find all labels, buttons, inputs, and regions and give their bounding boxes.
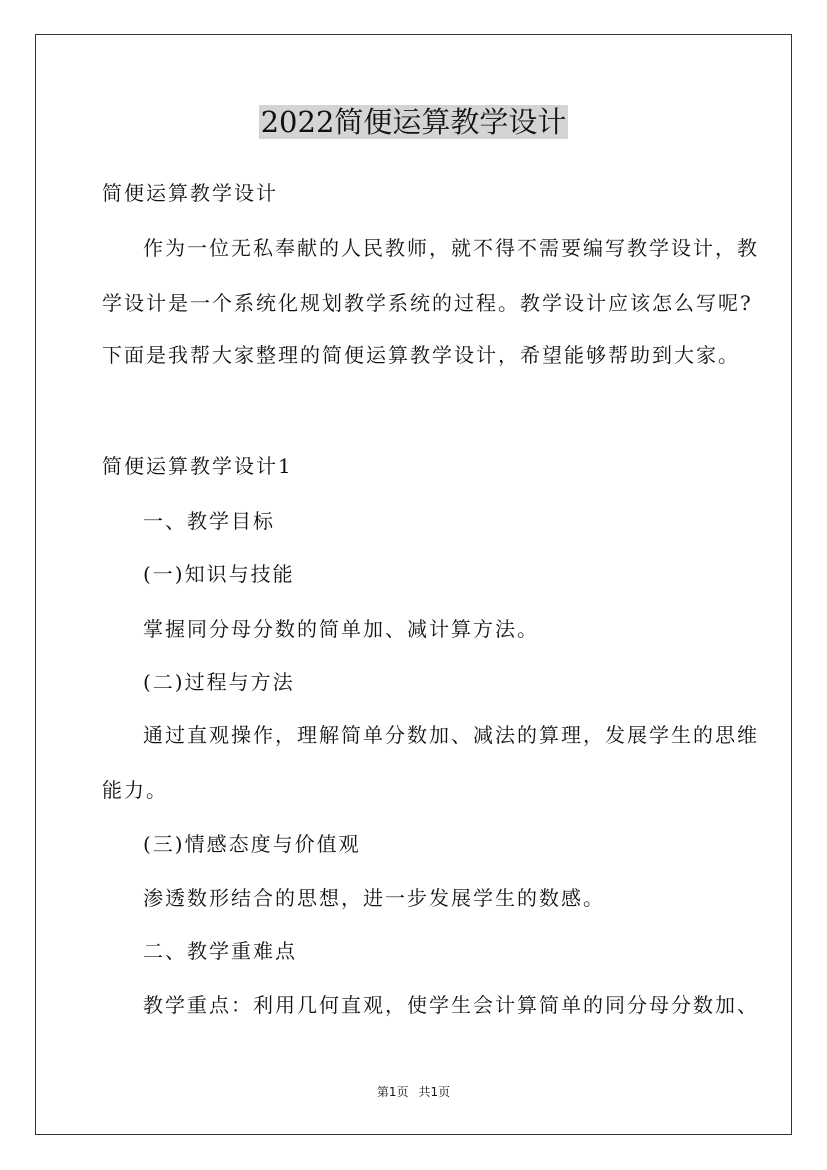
document-title (0, 100, 827, 144)
subheading-process: (二)过程与方法 (143, 670, 295, 694)
paragraph-line: 学设计是一个系统化规划教学系统的过程。教学设计应该怎么写呢? (102, 291, 753, 315)
page-number: 第1页 (376, 1085, 409, 1099)
paragraph-line: 通过直观操作，理解简单分数加、减法的算理，发展学生的思维 (143, 723, 759, 747)
subheading-key-points: 二、教学重难点 (143, 939, 297, 963)
paragraph-line: 渗透数形结合的思想，进一步发展学生的数感。 (143, 886, 605, 910)
page-total: 共1页 (418, 1085, 451, 1099)
subheading-knowledge: (一)知识与技能 (143, 562, 295, 586)
paragraph-line: 作为一位无私奉献的人民教师，就不得不需要编写教学设计，教 (143, 236, 759, 260)
page-footer (0, 1084, 827, 1100)
paragraph-line: 掌握同分母分数的简单加、减计算方法。 (143, 617, 539, 641)
section-heading-intro: 简便运算教学设计 (102, 181, 278, 205)
paragraph-line: 下面是我帮大家整理的简便运算教学设计，希望能够帮助到大家。 (102, 343, 740, 367)
paragraph-line: 能力。 (102, 778, 168, 802)
paragraph-line: 教学重点：利用几何直观，使学生会计算简单的同分母分数加、 (143, 993, 759, 1017)
subheading-attitude: (三)情感态度与价值观 (143, 832, 361, 856)
section-heading-design-1: 简便运算教学设计1 (102, 454, 293, 478)
subheading-objectives: 一、教学目标 (143, 509, 275, 533)
document-title-text: 2022简便运算教学设计 (260, 105, 567, 139)
